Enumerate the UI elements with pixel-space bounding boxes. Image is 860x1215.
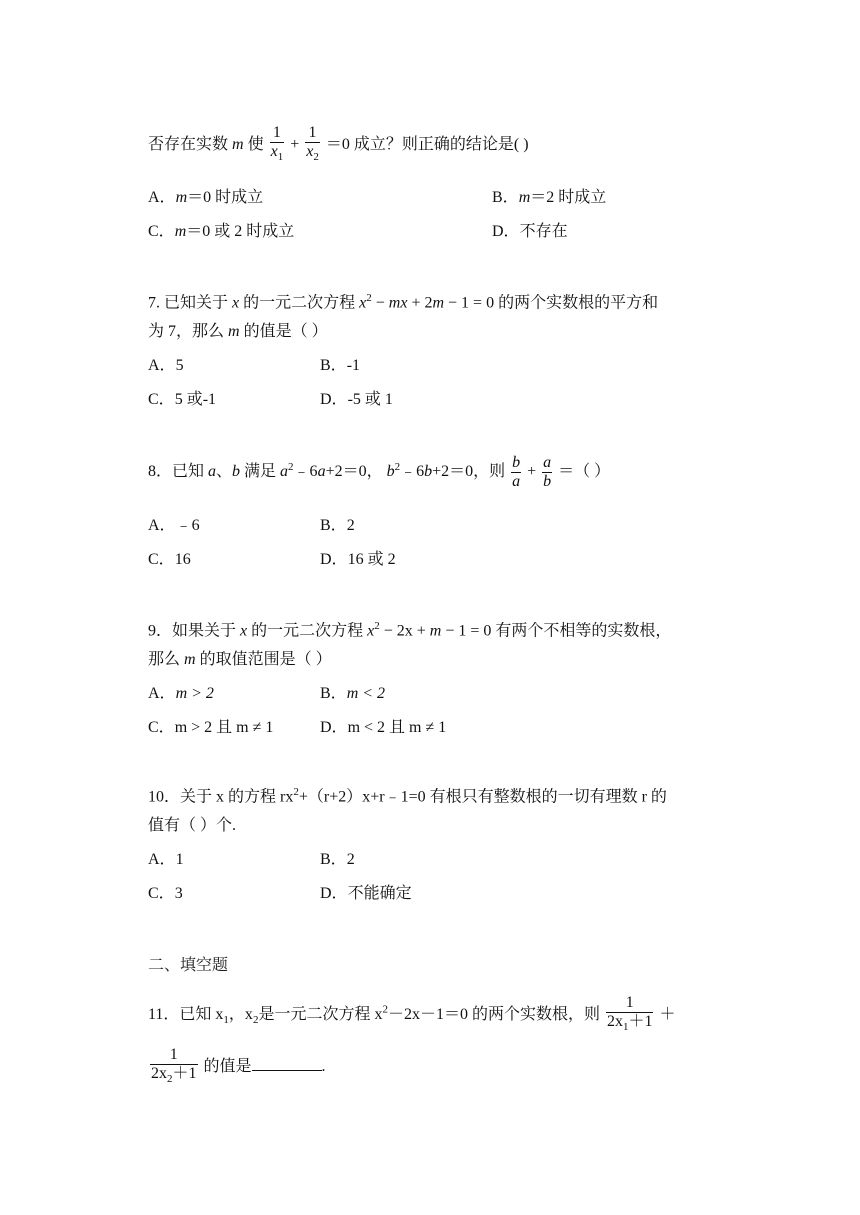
q10-option-a: A．1 xyxy=(148,851,184,868)
q8-stem: 8．已知 a、b 满足 $a^2﹣6a+2=0$， $b^2﹣6b+2=0$，则 $\frac{b}{a}$ + $\frac{a}{b}$ ＝（ ） xyxy=(148,454,611,490)
q11-stem-line1: 11．已知 $x_1$，$x_2$是一元二次方程 $x^2-2x-1=0$ 的两个实数根，则 $\frac{1}{2x_1+1}$ ＋ xyxy=(148,994,676,1036)
q9-option-d: D．m < 2 且 m ≠ 1 xyxy=(320,719,447,736)
q6-option-d: D．不存在 xyxy=(492,223,568,240)
q10-option-c: C．3 xyxy=(148,885,183,902)
q6-stem: 否存在实数 m 使 $\frac{1}{x_1}$ + $\frac{1}{x_2}$ ＝0 成立？则正确的结论是( ) xyxy=(148,124,529,166)
q8-option-d: D．16 或 2 xyxy=(320,551,396,568)
q6-fraction-1: $\frac{1}{x_1}$ xyxy=(270,124,285,166)
q6-option-c: C．m＝0 或 2 时成立 xyxy=(148,223,295,240)
q7-stem-line1: 7. 已知关于 x 的一元二次方程 $x^2$ − mx + 2m − 1 = 0 的两个实数根的平方和 xyxy=(148,292,659,312)
q7-option-c: C．5 或-1 xyxy=(148,391,217,408)
q10-option-b: B．2 xyxy=(320,851,355,868)
q11-fraction-2: $\frac{1}{2x_2+1}$ xyxy=(150,1046,198,1088)
q8-option-a: A．﹣6 xyxy=(148,517,200,534)
q8-fraction-2: $\frac{a}{b}$ xyxy=(543,454,552,490)
q7-stem-line2: 为 7，那么 m 的值是（ ） xyxy=(148,323,328,340)
q10-stem-line1: 10．关于 x 的方程 $rx^2+(r+2)x+r﹣1=0$ 有根只有整数根的一切有理数 r 的 xyxy=(148,786,667,806)
q9-stem-line1: 9．如果关于 x 的一元二次方程 $x^2 - 2x + m - 1 = 0$ 有两个不相等的实数根， xyxy=(148,620,672,640)
q7-option-d: D．-5 或 1 xyxy=(320,391,393,408)
q7-option-b: B．-1 xyxy=(320,357,361,374)
q8-fraction-1: $\frac{b}{a}$ xyxy=(512,454,521,490)
answer-blank[interactable] xyxy=(252,1054,322,1071)
q9-option-a: A．m > 2 xyxy=(148,685,214,702)
q10-option-d: D．不能确定 xyxy=(320,885,412,902)
q10-stem-line2: 值有（ ）个. xyxy=(148,817,237,834)
q7-option-a: A．5 xyxy=(148,357,184,374)
q6-option-b: B．m＝2 时成立 xyxy=(492,189,607,206)
q8-option-b: B．2 xyxy=(320,517,355,534)
q11-stem-line2: $\frac{1}{2x_2+1}$ 的值是 . xyxy=(148,1046,326,1088)
q8-option-c: C．16 xyxy=(148,551,191,568)
q11-fraction-1: $\frac{1}{2x_1+1}$ xyxy=(606,994,654,1036)
q9-option-b: B．m < 2 xyxy=(320,685,386,702)
q9-option-c: C．m > 2 且 m ≠ 1 xyxy=(148,719,274,736)
q6-option-a: A．m＝0 时成立 xyxy=(148,189,264,206)
section-heading-fill-in: 二、填空题 xyxy=(148,957,229,974)
q6-fraction-2: $\frac{1}{x_2}$ xyxy=(305,124,320,166)
q9-stem-line2: 那么 m 的取值范围是（ ） xyxy=(148,651,332,668)
